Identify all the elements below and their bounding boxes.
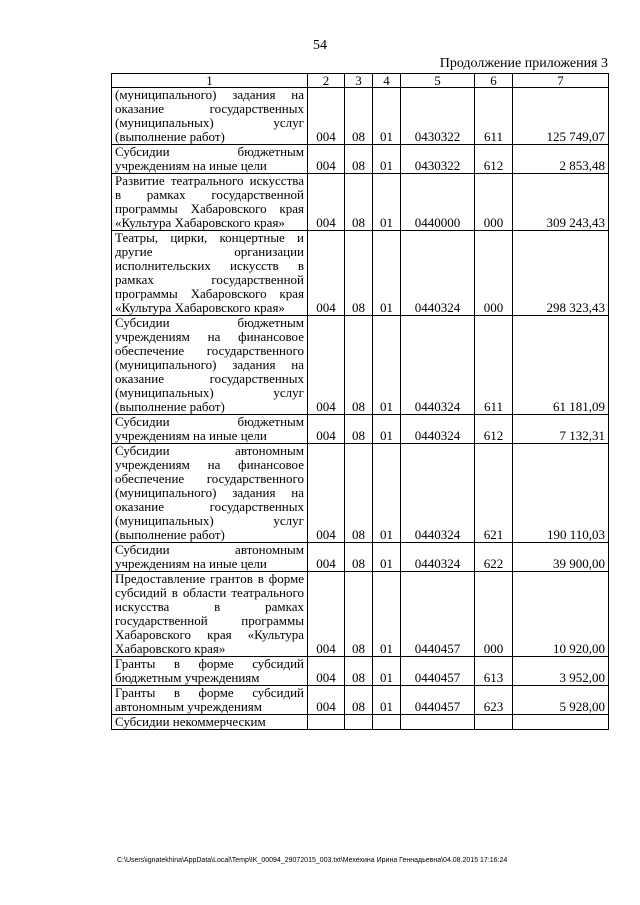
file-path-footer: C:\Users\ignatekhina\AppData\Local\Temp\IK_00094_29072015_003.txt\Мехехина Ирина Геннадьевна\04.08.2015 17:16:24 (117, 857, 508, 864)
item-name-cell: Субсидии бюджетным учреждениям на финансовое обеспечение государственного (муниципального) задания на оказание государственных (муниципальных) услуг (выполнение работ) (112, 316, 308, 415)
section-code-cell: 08 (345, 316, 373, 415)
table-row (112, 415, 609, 444)
expense-type-cell: 000 (475, 572, 513, 657)
table-row (112, 657, 609, 686)
subsection-code-cell: 01 (373, 572, 401, 657)
target-article-cell: 0430322 (401, 145, 475, 174)
expense-type-cell: 612 (475, 145, 513, 174)
amount-cell (513, 715, 609, 730)
section-code-cell: 08 (345, 415, 373, 444)
item-name-cell: Гранты в форме субсидий бюджетным учреждениям (112, 657, 308, 686)
amount-cell: 39 900,00 (513, 543, 609, 572)
target-article-cell: 0440324 (401, 543, 475, 572)
item-name-cell: Предоставление грантов в форме субсидий в области театрального искусства в рамках государственной программы Хабаровского края «Культура Хабаровского края» (112, 572, 308, 657)
ministry-code-cell: 004 (308, 174, 345, 231)
column-header: 3 (345, 74, 373, 88)
amount-cell: 10 920,00 (513, 572, 609, 657)
expense-type-cell: 623 (475, 686, 513, 715)
subsection-code-cell: 01 (373, 657, 401, 686)
column-header: 6 (475, 74, 513, 88)
amount-cell: 298 323,43 (513, 231, 609, 316)
ministry-code-cell: 004 (308, 145, 345, 174)
ministry-code-cell: 004 (308, 231, 345, 316)
amount-cell: 3 952,00 (513, 657, 609, 686)
item-name-cell: Субсидии бюджетным учреждениям на иные цели (112, 415, 308, 444)
expense-type-cell: 000 (475, 174, 513, 231)
amount-cell: 190 110,03 (513, 444, 609, 543)
target-article-cell: 0440457 (401, 657, 475, 686)
target-article-cell: 0440000 (401, 174, 475, 231)
column-header: 2 (308, 74, 345, 88)
table-row (112, 444, 609, 543)
target-article-cell (401, 715, 475, 730)
section-code-cell (345, 715, 373, 730)
section-code-cell: 08 (345, 686, 373, 715)
expense-type-cell: 621 (475, 444, 513, 543)
subsection-code-cell: 01 (373, 316, 401, 415)
amount-cell: 2 853,48 (513, 145, 609, 174)
table-row (112, 572, 609, 657)
section-code-cell: 08 (345, 572, 373, 657)
column-header: 5 (401, 74, 475, 88)
target-article-cell: 0440457 (401, 686, 475, 715)
ministry-code-cell (308, 715, 345, 730)
subsection-code-cell: 01 (373, 686, 401, 715)
target-article-cell: 0440324 (401, 415, 475, 444)
page-number: 54 (313, 38, 327, 53)
expense-type-cell: 611 (475, 316, 513, 415)
column-header: 4 (373, 74, 401, 88)
table-row (112, 231, 609, 316)
subsection-code-cell: 01 (373, 231, 401, 316)
item-name-cell: Субсидии автономным учреждениям на иные цели (112, 543, 308, 572)
expense-type-cell: 612 (475, 415, 513, 444)
expense-type-cell: 613 (475, 657, 513, 686)
subsection-code-cell: 01 (373, 444, 401, 543)
column-header: 7 (513, 74, 609, 88)
item-name-cell: Субсидии некоммерческим (112, 715, 308, 730)
expense-type-cell: 000 (475, 231, 513, 316)
column-header: 1 (112, 74, 308, 88)
target-article-cell: 0430322 (401, 88, 475, 145)
item-name-cell: Субсидии автономным учреждениям на финансовое обеспечение государственного (муниципального) задания на оказание государственных (муниципальных) услуг (выполнение работ) (112, 444, 308, 543)
table-row (112, 88, 609, 145)
amount-cell: 125 749,07 (513, 88, 609, 145)
subsection-code-cell (373, 715, 401, 730)
subsection-code-cell: 01 (373, 543, 401, 572)
table-row (112, 543, 609, 572)
section-code-cell: 08 (345, 145, 373, 174)
ministry-code-cell: 004 (308, 686, 345, 715)
target-article-cell: 0440457 (401, 572, 475, 657)
expense-type-cell: 622 (475, 543, 513, 572)
table-row (112, 174, 609, 231)
section-code-cell: 08 (345, 231, 373, 316)
table-row (112, 145, 609, 174)
subsection-code-cell: 01 (373, 145, 401, 174)
section-code-cell: 08 (345, 88, 373, 145)
ministry-code-cell: 004 (308, 415, 345, 444)
ministry-code-cell: 004 (308, 316, 345, 415)
ministry-code-cell: 004 (308, 572, 345, 657)
item-name-cell: (муниципального) задания на оказание государственных (муниципальных) услуг (выполнение работ) (112, 88, 308, 145)
table-row (112, 316, 609, 415)
amount-cell: 7 132,31 (513, 415, 609, 444)
section-code-cell: 08 (345, 543, 373, 572)
table-row (112, 686, 609, 715)
item-name-cell: Субсидии бюджетным учреждениям на иные цели (112, 145, 308, 174)
subsection-code-cell: 01 (373, 174, 401, 231)
target-article-cell: 0440324 (401, 231, 475, 316)
subsection-code-cell: 01 (373, 88, 401, 145)
expense-type-cell: 611 (475, 88, 513, 145)
table-row (112, 715, 609, 730)
subsection-code-cell: 01 (373, 415, 401, 444)
item-name-cell: Театры, цирки, концертные и другие организации исполнительских искусств в рамках государственной программы Хабаровского края «Культура Хабаровского края» (112, 231, 308, 316)
budget-table (111, 73, 609, 730)
table-header-row (112, 74, 609, 88)
target-article-cell: 0440324 (401, 316, 475, 415)
continuation-label: Продолжение приложения 3 (439, 56, 608, 71)
section-code-cell: 08 (345, 444, 373, 543)
item-name-cell: Гранты в форме субсидий автономным учреждениям (112, 686, 308, 715)
expense-type-cell (475, 715, 513, 730)
ministry-code-cell: 004 (308, 444, 345, 543)
section-code-cell: 08 (345, 174, 373, 231)
item-name-cell: Развитие театрального искусства в рамках государственной программы Хабаровского края «Культура Хабаровского края» (112, 174, 308, 231)
amount-cell: 5 928,00 (513, 686, 609, 715)
amount-cell: 309 243,43 (513, 174, 609, 231)
ministry-code-cell: 004 (308, 657, 345, 686)
amount-cell: 61 181,09 (513, 316, 609, 415)
section-code-cell: 08 (345, 657, 373, 686)
target-article-cell: 0440324 (401, 444, 475, 543)
ministry-code-cell: 004 (308, 88, 345, 145)
ministry-code-cell: 004 (308, 543, 345, 572)
